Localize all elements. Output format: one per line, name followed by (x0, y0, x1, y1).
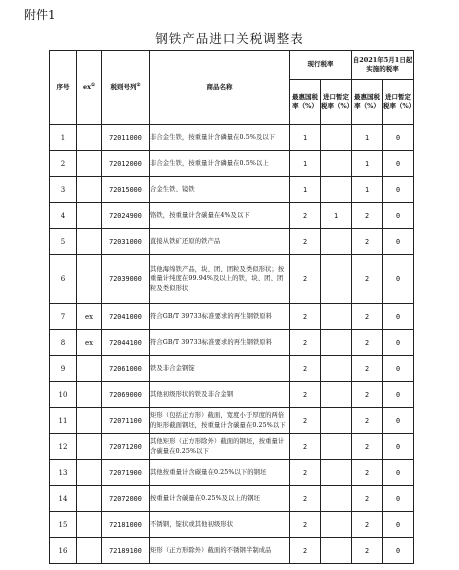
row-seq: 1 (50, 125, 77, 151)
row-provisional-current (321, 330, 352, 356)
table-row (50, 203, 414, 229)
row-seq: 10 (50, 382, 77, 408)
table-row (50, 229, 414, 255)
table-row (50, 382, 414, 408)
row-provisional-new: 0 (383, 177, 414, 203)
row-provisional-current (321, 512, 352, 538)
row-provisional-new: 0 (383, 538, 414, 564)
row-name: 非合金生铁，按重量计含磷量在0.5%以上 (150, 151, 290, 177)
row-mfn-current: 2 (290, 255, 321, 304)
row-provisional-current: 1 (321, 203, 352, 229)
row-name: 矩形（包括正方形）截面，宽度小于厚度的两倍的矩形截面钢坯，按重量计含碳量在0.25%以下 (150, 408, 290, 434)
row-mfn-current: 2 (290, 538, 321, 564)
row-name: 按重量计含碳量在0.25%及以上的钢坯 (150, 486, 290, 512)
row-code: 72031000 (102, 229, 150, 255)
row-provisional-current (321, 486, 352, 512)
row-mfn-current: 1 (290, 151, 321, 177)
table-row (50, 408, 414, 434)
table-row (50, 177, 414, 203)
row-mfn-new: 2 (352, 512, 383, 538)
row-code: 72039000 (102, 255, 150, 304)
row-seq: 15 (50, 512, 77, 538)
tariff-table (49, 50, 414, 564)
row-ex: ex (77, 304, 102, 330)
row-ex (77, 382, 102, 408)
header-provisional-new: 进口暂定税率（%） (383, 80, 414, 125)
row-ex (77, 486, 102, 512)
row-provisional-current (321, 382, 352, 408)
row-name: 其他矩形（正方形除外）截面的钢坯，按重量计含碳量在0.25%以下 (150, 434, 290, 460)
row-mfn-new: 1 (352, 125, 383, 151)
row-code: 72071900 (102, 460, 150, 486)
row-name: 符合GB/T 39733标准要求的再生钢铁原料 (150, 304, 290, 330)
row-ex (77, 408, 102, 434)
row-code: 72011000 (102, 125, 150, 151)
header-seq: 序号 (50, 51, 77, 125)
row-code: 72071200 (102, 434, 150, 460)
row-mfn-current: 2 (290, 382, 321, 408)
row-code: 72024900 (102, 203, 150, 229)
row-provisional-new: 0 (383, 304, 414, 330)
row-ex (77, 460, 102, 486)
row-provisional-new: 0 (383, 408, 414, 434)
row-code: 72071100 (102, 408, 150, 434)
row-seq: 12 (50, 434, 77, 460)
row-name: 其他初级形状的铁及非合金钢 (150, 382, 290, 408)
row-provisional-new: 0 (383, 512, 414, 538)
row-seq: 9 (50, 356, 77, 382)
row-mfn-new: 2 (352, 203, 383, 229)
table-row (50, 460, 414, 486)
row-mfn-current: 1 (290, 125, 321, 151)
row-provisional-current (321, 125, 352, 151)
row-ex (77, 538, 102, 564)
row-ex (77, 203, 102, 229)
row-mfn-new: 2 (352, 304, 383, 330)
table-row (50, 434, 414, 460)
row-provisional-current (321, 151, 352, 177)
row-seq: 5 (50, 229, 77, 255)
row-name: 其他按重量计含碳量在0.25%以下的钢坯 (150, 460, 290, 486)
row-provisional-new: 0 (383, 486, 414, 512)
header-mfn-new: 最惠国税率（%） (352, 80, 383, 125)
row-provisional-new: 0 (383, 203, 414, 229)
row-seq: 8 (50, 330, 77, 356)
row-provisional-new: 0 (383, 255, 414, 304)
row-mfn-new: 2 (352, 229, 383, 255)
table-row (50, 538, 414, 564)
row-seq: 13 (50, 460, 77, 486)
row-mfn-current: 2 (290, 229, 321, 255)
row-ex (77, 512, 102, 538)
row-ex (77, 255, 102, 304)
row-mfn-current: 1 (290, 177, 321, 203)
row-mfn-new: 2 (352, 460, 383, 486)
row-mfn-current: 2 (290, 486, 321, 512)
document-title: 钢铁产品进口关税调整表 (155, 31, 304, 46)
row-ex: ex (77, 330, 102, 356)
row-mfn-current: 2 (290, 434, 321, 460)
row-seq: 3 (50, 177, 77, 203)
row-provisional-current (321, 434, 352, 460)
table-row (50, 151, 414, 177)
row-mfn-new: 2 (352, 382, 383, 408)
table-row (50, 356, 414, 382)
row-ex (77, 229, 102, 255)
row-name: 符合GB/T 39733标准要求的再生钢铁原料 (150, 330, 290, 356)
row-provisional-new: 0 (383, 460, 414, 486)
header-provisional-current: 进口暂定税率（%） (321, 80, 352, 125)
row-provisional-current (321, 255, 352, 304)
row-mfn-new: 2 (352, 486, 383, 512)
row-provisional-new: 0 (383, 382, 414, 408)
row-ex (77, 151, 102, 177)
table-row (50, 255, 414, 304)
row-name: 铬铁，按重量计含碳量在4%及以下 (150, 203, 290, 229)
header-name: 商品名称 (150, 51, 290, 125)
row-seq: 2 (50, 151, 77, 177)
row-provisional-current (321, 304, 352, 330)
row-provisional-current (321, 229, 352, 255)
row-provisional-current (321, 177, 352, 203)
header-mfn-current: 最惠国税率（%） (290, 80, 321, 125)
table-row (50, 512, 414, 538)
row-provisional-current (321, 408, 352, 434)
header-new-rate: 自2021年5月1日起实施的税率 (352, 51, 414, 80)
row-provisional-new: 0 (383, 434, 414, 460)
row-name: 其他海绵铁产品，块、团、团粒及类似形状；按重量计纯度在99.94%及以上的铁，块、团、团粒及类似形状 (150, 255, 290, 304)
table-body (50, 125, 414, 564)
row-name: 非合金生铁，按重量计含磷量在0.5%及以下 (150, 125, 290, 151)
row-code: 72189100 (102, 538, 150, 564)
row-seq: 7 (50, 304, 77, 330)
row-code: 72041000 (102, 304, 150, 330)
row-code: 72069000 (102, 382, 150, 408)
row-provisional-new: 0 (383, 356, 414, 382)
row-mfn-current: 2 (290, 512, 321, 538)
row-mfn-current: 2 (290, 304, 321, 330)
row-mfn-new: 2 (352, 330, 383, 356)
row-mfn-new: 2 (352, 408, 383, 434)
row-mfn-current: 2 (290, 203, 321, 229)
row-provisional-current (321, 356, 352, 382)
row-code: 72181000 (102, 512, 150, 538)
row-mfn-current: 2 (290, 356, 321, 382)
row-name: 不锈钢，锭状或其他初级形状 (150, 512, 290, 538)
row-ex (77, 177, 102, 203)
row-ex (77, 125, 102, 151)
row-mfn-new: 2 (352, 538, 383, 564)
row-seq: 14 (50, 486, 77, 512)
row-provisional-new: 0 (383, 330, 414, 356)
header-code: 税则号列② (102, 51, 150, 125)
table-row (50, 304, 414, 330)
row-ex (77, 434, 102, 460)
row-mfn-current: 2 (290, 408, 321, 434)
header-current-rate: 现行税率 (290, 51, 352, 80)
row-mfn-current: 2 (290, 460, 321, 486)
row-mfn-current: 2 (290, 330, 321, 356)
row-provisional-new: 0 (383, 151, 414, 177)
row-code: 72015000 (102, 177, 150, 203)
header-ex: ex① (77, 51, 102, 125)
row-mfn-new: 2 (352, 434, 383, 460)
row-provisional-new: 0 (383, 125, 414, 151)
row-mfn-new: 1 (352, 177, 383, 203)
table-row (50, 330, 414, 356)
table-row (50, 486, 414, 512)
row-name: 矩形（正方形除外）截面的不锈钢半制成品 (150, 538, 290, 564)
row-provisional-current (321, 538, 352, 564)
row-name: 直接从铁矿还原的铁产品 (150, 229, 290, 255)
table-row (50, 125, 414, 151)
row-name: 铁及非合金钢锭 (150, 356, 290, 382)
row-mfn-new: 1 (352, 151, 383, 177)
row-provisional-new: 0 (383, 229, 414, 255)
row-ex (77, 356, 102, 382)
row-code: 72072000 (102, 486, 150, 512)
row-seq: 11 (50, 408, 77, 434)
row-mfn-new: 2 (352, 255, 383, 304)
attachment-label: 附件1 (24, 8, 56, 22)
row-seq: 4 (50, 203, 77, 229)
row-provisional-current (321, 460, 352, 486)
row-code: 72012000 (102, 151, 150, 177)
row-name: 合金生铁、镜铁 (150, 177, 290, 203)
row-code: 72061000 (102, 356, 150, 382)
row-seq: 6 (50, 255, 77, 304)
row-mfn-new: 2 (352, 356, 383, 382)
row-seq: 16 (50, 538, 77, 564)
row-code: 72044100 (102, 330, 150, 356)
